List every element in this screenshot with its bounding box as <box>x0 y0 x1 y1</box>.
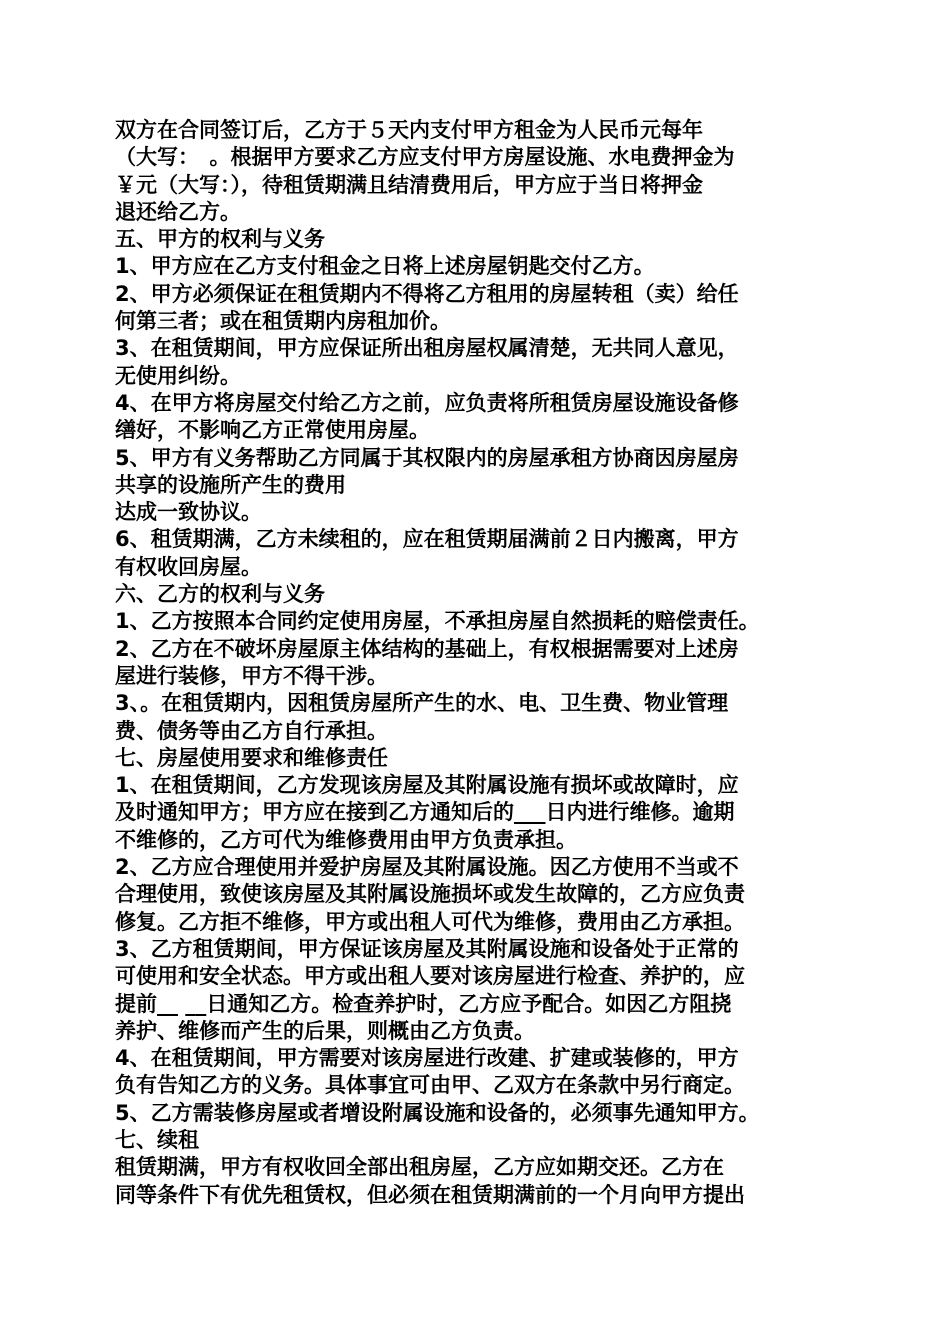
text-line: 费、债务等由乙方自行承担。 <box>115 718 388 743</box>
section-heading: 六、乙方的权利与义务 <box>115 582 325 607</box>
text-line: 租赁期满，甲方有权收回全部出租房屋，乙方应如期交还。乙方在 <box>115 1155 724 1180</box>
text-line: 3、乙方租赁期间，甲方保证该房屋及其附属设施和设备处于正常的 <box>115 936 739 961</box>
text-line: 退还给乙方。 <box>115 199 241 224</box>
text-line: 及时通知甲方；甲方应在接到乙方通知后的___日内进行维修。逾期 <box>115 800 735 825</box>
text-line: 负有告知乙方的义务。具体事宜可由甲、乙双方在条款中另行商定。 <box>115 1073 745 1098</box>
text-line: 4、在租赁期间，甲方需要对该房屋进行改建、扩建或装修的，甲方 <box>115 1046 739 1071</box>
text-line: 4、在甲方将房屋交付给乙方之前，应负责将所租赁房屋设施设备修 <box>115 390 739 415</box>
text-line: 无使用纠纷。 <box>115 363 241 388</box>
text-line: 6、租赁期满，乙方未续租的，应在租赁期届满前２日内搬离，甲方 <box>115 527 739 552</box>
section-heading: 七、续租 <box>115 1127 199 1152</box>
text-line: ￥元（大写：），待租赁期满且结清费用后，甲方应于当日将押金 <box>115 172 703 197</box>
text-line: 3、在租赁期间，甲方应保证所出租房屋权属清楚，无共同人意见， <box>115 336 739 361</box>
text-line: （大写： 。根据甲方要求乙方应支付甲方房屋设施、水电费押金为 <box>115 145 735 170</box>
text-line: 可使用和安全状态。甲方或出租人要对该房屋进行检查、养护的，应 <box>115 964 745 989</box>
text-line: 1、乙方按照本合同约定使用房屋，不承担房屋自然损耗的赔偿责任。 <box>115 609 760 634</box>
text-line: 2、乙方在不破坏房屋原主体结构的基础上，有权根据需要对上述房 <box>115 636 739 661</box>
text-line: 共享的设施所产生的费用 <box>115 472 346 497</box>
text-line: 1、甲方应在乙方支付租金之日将上述房屋钥匙交付乙方。 <box>115 254 655 279</box>
text-line: 同等条件下有优先租赁权，但必须在租赁期满前的一个月向甲方提出 <box>115 1182 745 1207</box>
text-line: 2、甲方必须保证在租赁期内不得将乙方租用的房屋转租（卖）给任 <box>115 281 739 306</box>
text-line: 5、甲方有义务帮助乙方同属于其权限内的房屋承租方协商因房屋房 <box>115 445 739 470</box>
section-heading: 七、房屋使用要求和维修责任 <box>115 745 388 770</box>
text-line: 5、乙方需装修房屋或者增设附属设施和设备的，必须事先通知甲方。 <box>115 1100 760 1125</box>
text-line: 养护、维修而产生的后果，则概由乙方负责。 <box>115 1018 535 1043</box>
text-line: 3、。在租赁期内，因租赁房屋所产生的水、电、卫生费、物业管理 <box>115 691 729 716</box>
text-line: 何第三者；或在租赁期内房租加价。 <box>115 309 451 334</box>
text-line: 屋进行装修，甲方不得干涉。 <box>115 663 388 688</box>
text-line: 合理使用，致使该房屋及其附属设施损坏或发生故障的，乙方应负责 <box>115 882 745 907</box>
text-line: 达成一致协议。 <box>115 500 262 525</box>
text-line: 提前__ __日通知乙方。检查养护时，乙方应予配合。如因乙方阻挠 <box>115 991 732 1016</box>
text-line: 2、乙方应合理使用并爱护房屋及其附属设施。因乙方使用不当或不 <box>115 855 739 880</box>
text-line: 不维修的，乙方可代为维修费用由甲方负责承担。 <box>115 827 577 852</box>
section-heading: 五、甲方的权利与义务 <box>115 227 325 252</box>
text-line: 1、在租赁期间，乙方发现该房屋及其附属设施有损坏或故障时，应 <box>115 773 739 798</box>
text-line: 缮好，不影响乙方正常使用房屋。 <box>115 418 430 443</box>
document-body <box>115 117 850 1209</box>
text-line: 双方在合同签订后，乙方于５天内支付甲方租金为人民币元每年 <box>115 118 703 142</box>
text-line: 修复。乙方拒不维修，甲方或出租人可代为维修，费用由乙方承担。 <box>115 909 745 934</box>
text-line: 有权收回房屋。 <box>115 554 262 579</box>
